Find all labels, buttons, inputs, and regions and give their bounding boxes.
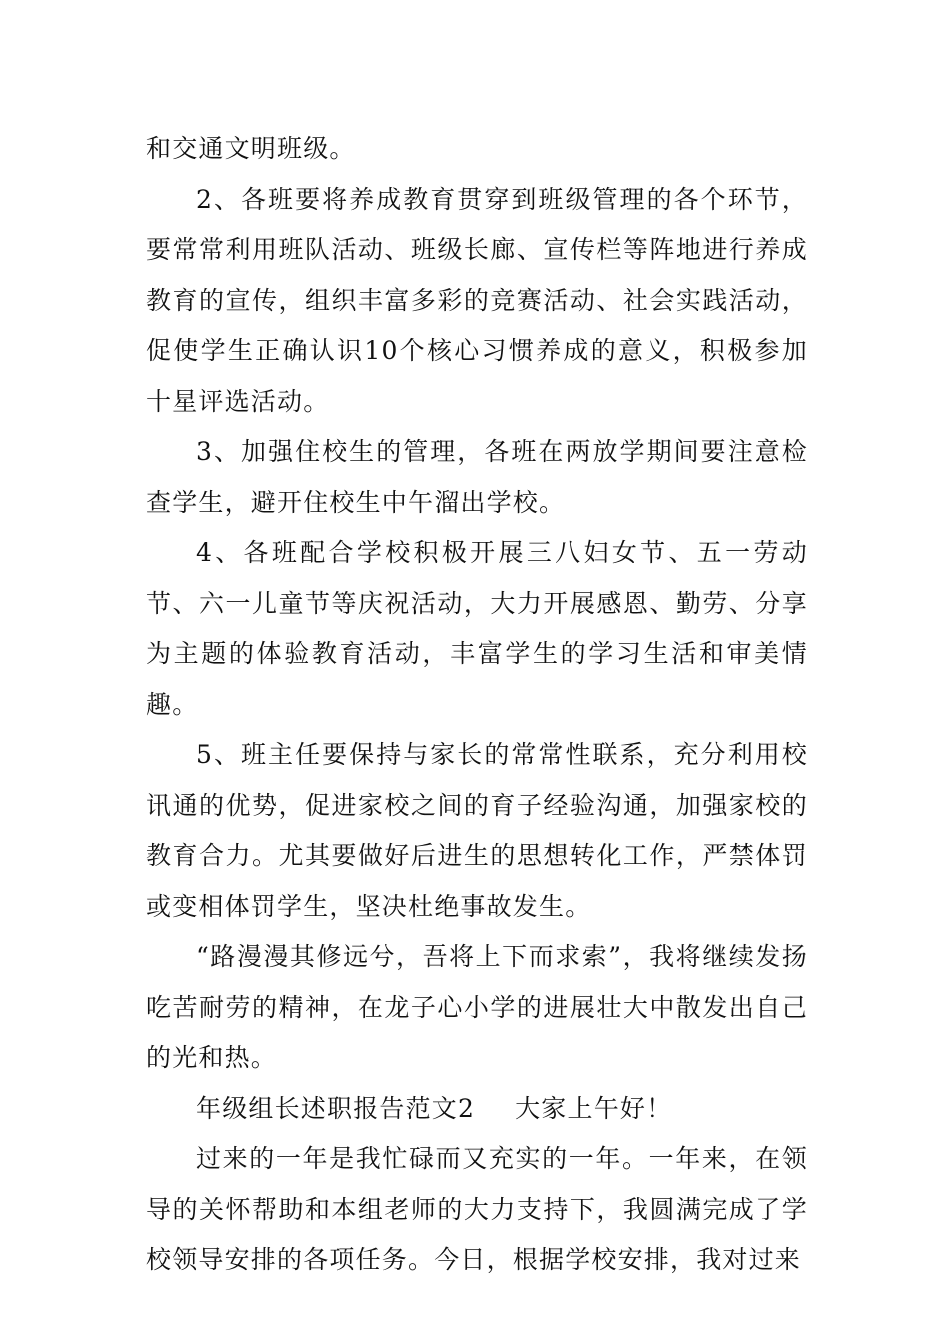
paragraph-item-3: 3、加强住校生的管理，各班在两放学期间要注意检查学生，避开住校生中午溜出学校。: [146, 437, 808, 517]
section-heading: [146, 1084, 808, 1135]
paragraph-item-5: 5、班主任要保持与家长的常常性联系，充分利用校讯通的优势，促进家校之间的育子经验沟通，加强家校的教育合力。尤其要做好后进生的思想转化工作，严禁体罚或变相体罚学生，坚决杜绝事故发生。: [146, 740, 808, 921]
paragraph-item-4: 4、各班配合学校积极开展三八妇女节、五一劳动节、六一儿童节等庆祝活动，大力开展感恩、勤劳、分享为主题的体验教育活动，丰富学生的学习生活和审美情趣。: [146, 538, 808, 719]
section-title: 年级组长述职报告范文2: [196, 1093, 476, 1123]
paragraph-item-2: 2、各班要将养成教育贯穿到班级管理的各个环节，要常常利用班队活动、班级长廊、宣传栏等阵地进行养成教育的宣传，组织丰富多彩的竞赛活动、社会实践活动，促使学生正确认识10个核心习惯养成的意义，积极参加十星评选活动。: [146, 184, 808, 416]
paragraph-continuation: 和交通文明班级。: [146, 134, 356, 163]
document-body: [146, 124, 808, 1286]
section-greeting: 大家上午好！: [515, 1093, 673, 1123]
paragraph-closing: 过来的一年是我忙碌而又充实的一年。一年来，在领导的关怀帮助和本组老师的大力支持下，我圆满完成了学校领导安排的各项任务。今日，根据学校安排，我对过来: [146, 1144, 808, 1274]
paragraph-quote: “路漫漫其修远兮，吾将上下而求索”，我将继续发扬吃苦耐劳的精神，在龙子心小学的进展壮大中散发出自己的光和热。: [146, 942, 808, 1072]
